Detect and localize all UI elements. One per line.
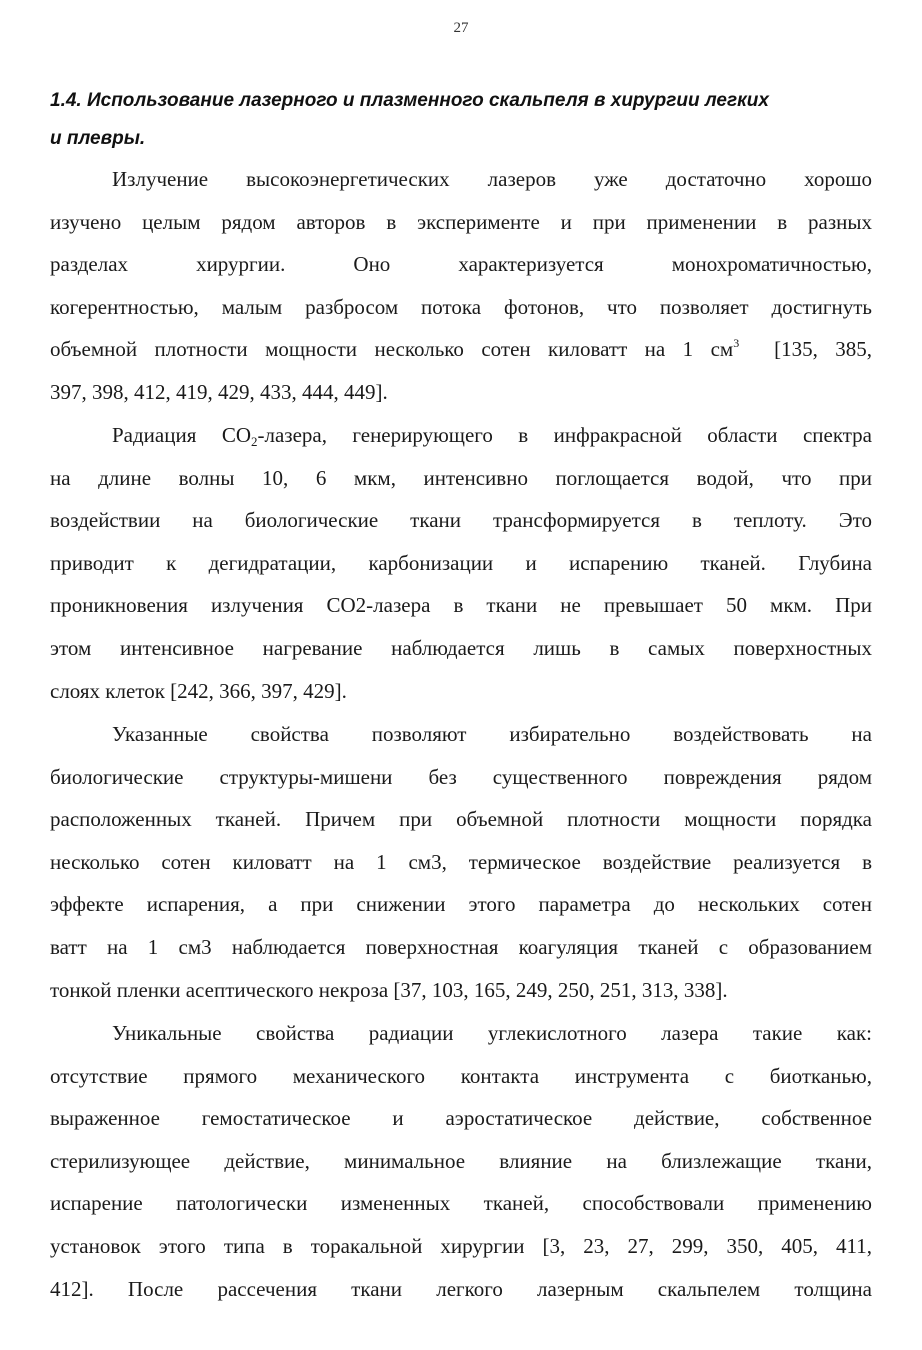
- paragraph-line: на длине волны 10, 6 мкм, интенсивно поглощается водой, что при: [50, 465, 872, 490]
- paragraph-line: стерилизующее действие, минимальное влияние на близлежащие ткани,: [50, 1148, 872, 1173]
- paragraph-line: испарение патологически измененных тканей, способствовали применению: [50, 1191, 872, 1216]
- superscript: 3: [733, 336, 740, 351]
- section-heading: [50, 82, 872, 158]
- line-text-tail: -лазера, генерирующего в инфракрасной области спектра: [257, 423, 872, 447]
- paragraph-line: тонкой пленки асептического некроза [37, 103, 165, 249, 250, 251, 313, 338].: [50, 977, 728, 1002]
- paragraph-line: изучено целым рядом авторов в эксперименте и при применении в разных: [50, 209, 872, 234]
- paragraph-line: расположенных тканей. Причем при объемной плотности мощности порядка: [50, 807, 872, 832]
- paragraph-line: 412]. После рассечения ткани легкого лазерным скальпелем толщина: [50, 1276, 872, 1301]
- paragraph-line-with-subscript: [50, 414, 872, 457]
- section-heading-line-2: и плевры.: [50, 128, 146, 149]
- line-text: Радиация CO: [112, 423, 251, 447]
- paragraph-line: слоях клеток [242, 366, 397, 429].: [50, 678, 347, 703]
- paragraph-2: [50, 414, 872, 712]
- line-text: объемной плотности мощности несколько сотен киловатт на 1 см: [50, 337, 734, 362]
- paragraph-line: разделах хирургии. Оно характеризуется монохроматичностью,: [50, 252, 872, 277]
- paragraph-line: выраженное гемостатическое и аэростатическое действие, собственное: [50, 1106, 872, 1131]
- paragraph-line: этом интенсивное нагревание наблюдается лишь в самых поверхностных: [50, 635, 872, 660]
- paragraph-line: несколько сотен киловатт на 1 см3, термическое воздействие реализуется в: [50, 849, 872, 874]
- paragraph-line: отсутствие прямого механического контакта инструмента с биотканью,: [50, 1063, 872, 1088]
- section-heading-line-1: 1.4. Использование лазерного и плазменного скальпеля в хирургии легких: [50, 90, 769, 111]
- page-number: 27: [453, 20, 469, 36]
- line-text-tail: [135, 385,: [739, 337, 872, 362]
- paragraph-line: Указанные свойства позволяют избирательно воздействовать на: [112, 722, 872, 746]
- paragraph-4: [50, 1012, 872, 1310]
- paragraph-line: биологические структуры-мишени без существенного повреждения рядом: [50, 764, 872, 789]
- paragraph-3: [50, 713, 872, 1011]
- paragraph-1: [50, 158, 872, 414]
- paragraph-line: воздействии на биологические ткани трансформируется в теплоту. Это: [50, 508, 872, 533]
- paragraph-line: приводит к дегидратации, карбонизации и испарению тканей. Глубина: [50, 550, 872, 575]
- paragraph-line: ватт на 1 см3 наблюдается поверхностная коагуляция тканей с образованием: [50, 934, 872, 959]
- paragraph-line-with-superscript: [50, 328, 872, 371]
- paragraph-line: эффекте испарения, а при снижении этого параметра до нескольких сотен: [50, 892, 872, 917]
- paragraph-line: 397, 398, 412, 419, 429, 433, 444, 449].: [50, 379, 388, 404]
- paragraph-line: установок этого типа в торакальной хирургии [3, 23, 27, 299, 350, 405, 411,: [50, 1233, 872, 1258]
- paragraph-line: проникновения излучения СО2-лазера в ткани не превышает 50 мкм. При: [50, 593, 872, 618]
- subscript: 2: [251, 434, 258, 449]
- paragraph-line: когерентностью, малым разбросом потока фотонов, что позволяет достигнуть: [50, 294, 872, 319]
- paragraph-line: Уникальные свойства радиации углекислотного лазера такие как:: [112, 1021, 872, 1045]
- paragraph-line: Излучение высокоэнергетических лазеров уже достаточно хорошо: [112, 167, 872, 191]
